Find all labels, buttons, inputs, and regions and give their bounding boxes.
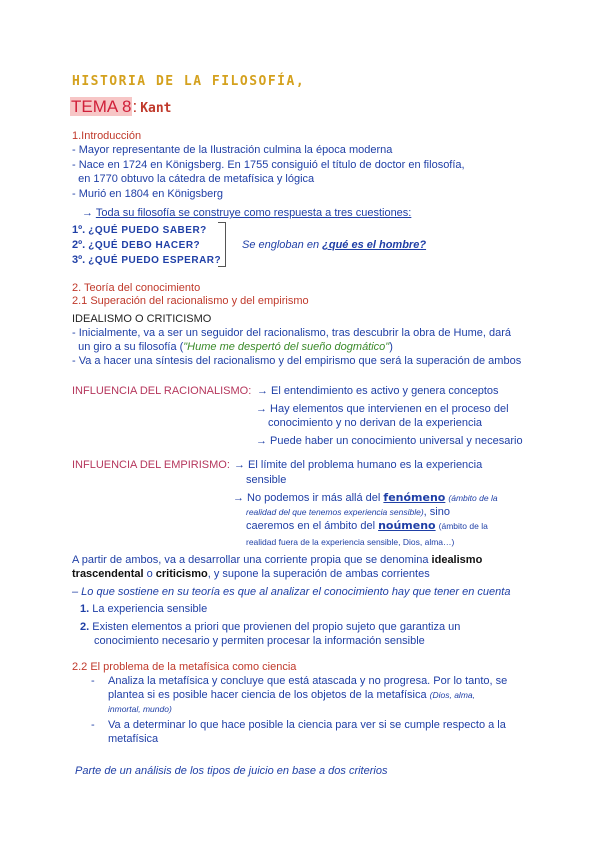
tema-name: Kant <box>140 101 172 116</box>
question-2 <box>72 238 200 253</box>
numbered-item-num: 2. <box>80 621 90 633</box>
summary-prefix: Se engloban en <box>242 239 323 251</box>
racionalismo-item-3: → Puede haber un conocimiento universal y necesario <box>256 435 523 447</box>
question-text: ¿QUÉ PUEDO ESPERAR? <box>88 255 222 266</box>
idealismo-line-2-prefix: un giro a su filosofía ( <box>72 341 184 353</box>
numbered-item-num: 1. <box>80 603 90 615</box>
empirismo-line-1: → El límite del problema humano es la experiencia <box>234 459 483 471</box>
bullet-dash: - <box>91 675 95 687</box>
question-num: 1º. <box>72 224 86 236</box>
question-1 <box>72 223 207 238</box>
section-1-heading: 1.Introducción <box>72 130 142 142</box>
questions-brace <box>218 222 226 267</box>
idealismo-line-3: - Va a hacer una síntesis del racionalismo y del empirismo que será la superación de ambos <box>72 355 522 367</box>
meta-item-1-note-1: (Dios, alma, <box>429 690 475 700</box>
ambos-prefix: A partir de ambos, va a desarrollar una corriente propia que se denomina <box>72 554 432 566</box>
ambos-line-2 <box>72 567 430 581</box>
section-2-heading: 2. Teoría del conocimiento <box>72 282 201 294</box>
tema-colon: : <box>132 97 138 116</box>
racionalismo-item-1: → El entendimiento es activo y genera conceptos <box>257 385 499 397</box>
questions-intro <box>82 206 411 220</box>
numbered-item-2 <box>80 620 460 634</box>
ambos-suffix: , y supone la superación de ambas corrientes <box>207 568 430 580</box>
meta-item-2-line-2: metafísica <box>108 733 159 745</box>
fenomeno-word: fenómeno <box>383 491 446 504</box>
numbered-item-text: La experiencia sensible <box>92 603 208 615</box>
ambos-line-1 <box>72 553 482 567</box>
document-title: HISTORIA DE LA FILOSOFÍA, <box>72 74 306 89</box>
noumeno-note-1: (ámbito de la <box>438 521 488 531</box>
numbered-item-text: Existen elementos a priori que provienen del propio sujeto que garantiza un <box>92 621 461 633</box>
fenomeno-line <box>233 491 498 505</box>
intro-line-4: - Murió en 1804 en Königsberg <box>72 188 224 200</box>
fenomeno-note-2: realidad del que tenemos experiencia sensible) <box>246 507 424 517</box>
summary-bold: ¿qué es el hombre? <box>322 239 427 251</box>
noumeno-prefix: caeremos en el ámbito del <box>246 520 379 532</box>
intro-line-3: en 1770 obtuvo la cátedra de metafísica y lógica <box>72 173 315 185</box>
noumeno-note-2: realidad fuera de la experiencia sensible, Dios, alma…) <box>246 537 455 547</box>
racionalismo-item-2b: conocimiento y no derivan de la experiencia <box>268 417 483 429</box>
meta-item-1-line-1: Analiza la metafísica y concluye que está atascada y no progresa. Por lo tanto, se <box>108 675 508 687</box>
meta-item-1-note-2: inmortal, mundo) <box>108 704 172 714</box>
tema-label: TEMA 8 <box>71 97 132 116</box>
noumeno-line <box>246 519 488 533</box>
idealismo-line-2 <box>72 340 393 354</box>
question-text: ¿QUÉ PUEDO SABER? <box>88 225 207 236</box>
ambos-mid: o <box>143 568 156 580</box>
ambos-bold-2: trascendental <box>72 568 144 580</box>
empirismo-line-2: sensible <box>246 474 287 486</box>
meta-item-1-line-2 <box>108 688 475 702</box>
questions-summary <box>242 238 426 252</box>
fenomeno-suffix: , sino <box>423 506 450 518</box>
meta-item-2-line-1: Va a determinar lo que hace posible la ciencia para ver si se cumple respecto a la <box>108 719 506 731</box>
racionalismo-item-2: → Hay elementos que intervienen en el proceso del <box>256 403 509 415</box>
racionalismo-label: INFLUENCIA DEL RACIONALISMO: <box>72 385 252 397</box>
questions-intro-text: Toda su filosofía se construye como respuesta a tres cuestiones: <box>95 207 412 219</box>
intro-line-1: - Mayor representante de la Ilustración culmina la época moderna <box>72 144 393 156</box>
question-num: 3º. <box>72 254 86 266</box>
idealismo-line-1: - Inicialmente, va a ser un seguidor del racionalismo, tras descubrir la obra de Hume, dará <box>72 327 511 339</box>
question-num: 2º. <box>72 239 86 251</box>
empirismo-label: INFLUENCIA DEL EMPIRISMO: <box>72 459 230 471</box>
idealismo-heading: IDEALISMO O CRITICISMO <box>72 313 212 325</box>
fenomeno-line-2 <box>246 505 450 519</box>
noumeno-word: noúmeno <box>378 519 436 532</box>
ambos-bold-1: idealismo <box>431 554 483 566</box>
numbered-item-2-cont: conocimiento necesario y permiten procesar la información sensible <box>94 635 425 647</box>
ambos-bold-3: criticismo <box>155 568 208 580</box>
final-line: Parte de un análisis de los tipos de juicio en base a dos criterios <box>75 765 388 777</box>
intro-line-2: - Nace en 1724 en Königsberg. En 1755 consiguió el título de doctor en filosofía, <box>72 159 465 171</box>
bullet-dash: - <box>91 719 95 731</box>
subsection-2-2-heading: 2.2 El problema de la metafísica como ciencia <box>72 661 297 673</box>
teoria-line: – Lo que sostiene en su teoría es que al analizar el conocimiento hay que tener en cuenta <box>72 586 511 598</box>
question-3 <box>72 253 221 268</box>
idealismo-line-2-suffix: ) <box>389 341 393 353</box>
numbered-item-1 <box>80 602 207 616</box>
meta-item-1-prefix: plantea si es posible hacer ciencia de los objetos de la metafísica <box>108 689 430 701</box>
hume-quote: "Hume me despertó del sueño dogmático" <box>183 341 390 353</box>
fenomeno-note-1: (ámbito de la <box>448 493 498 503</box>
subsection-2-1-heading: 2.1 Superación del racionalismo y del empirismo <box>72 295 309 307</box>
tema-heading <box>70 97 172 119</box>
question-text: ¿QUÉ DEBO HACER? <box>88 240 201 251</box>
fenomeno-prefix: → No podemos ir más allá del <box>233 492 384 504</box>
arrow-icon: → <box>82 207 93 219</box>
